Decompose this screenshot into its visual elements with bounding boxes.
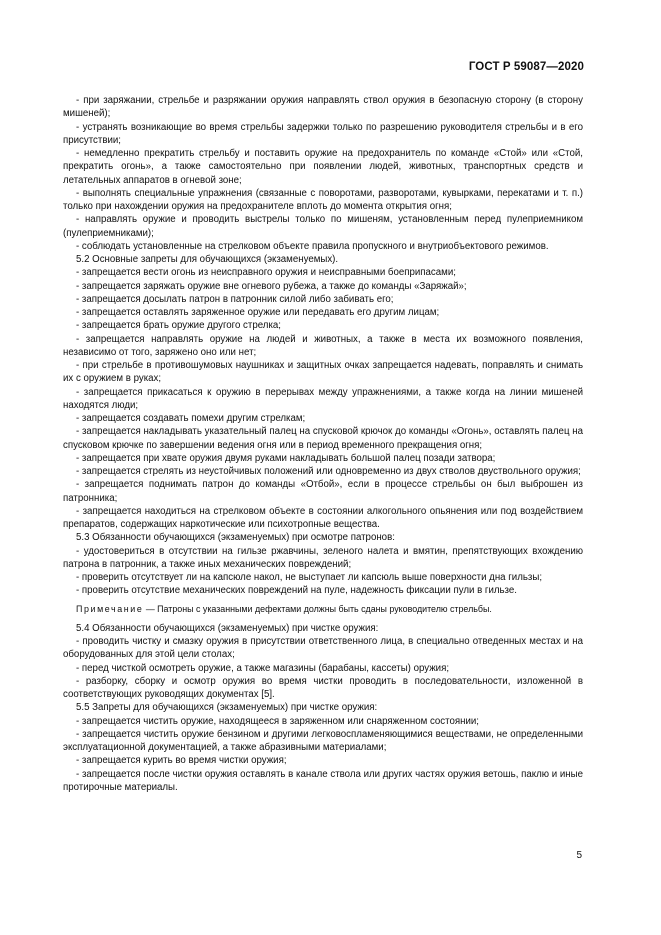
paragraph: - при заряжании, стрельбе и разряжании оружия направлять ствол оружия в безопасную сторону (в сторону мишеней); — [63, 95, 583, 120]
paragraph: - устранять возникающие во время стрельбы задержки только по разрешению руководителя стрельбы и в его присутствии; — [63, 121, 583, 146]
body-text — [63, 94, 583, 794]
paragraph: - направлять оружие и проводить выстрелы только по мишеням, установленным перед пулеприемником (пулеприемниками); — [63, 214, 583, 239]
paragraph: 5.5 Запреты для обучающихся (экзаменуемых) при чистке оружия: — [76, 702, 378, 714]
paragraph: 5.3 Обязанности обучающихся (экзаменуемых) при осмотре патронов: — [76, 532, 395, 544]
paragraph-group-2 — [63, 622, 583, 794]
paragraph: - запрещается стрелять из неустойчивых положений или одновременно из двух стволов двуствольного оружия; — [76, 466, 581, 477]
paragraph: - запрещается создавать помехи другим стрелкам; — [76, 413, 306, 424]
paragraph-group-1 — [63, 94, 583, 598]
paragraph: - запрещается оставлять заряженное оружие или передавать его другим лицам; — [76, 307, 440, 318]
paragraph: - запрещается заряжать оружие вне огневого рубежа, а также до команды «Заряжай»; — [76, 280, 467, 292]
page-number: 5 — [576, 850, 582, 861]
standard-designation: ГОСТ Р 59087—2020 — [468, 61, 584, 73]
paragraph: - запрещается чистить оружие бензином и другими легковоспламеняющимися веществами, не определенными эксплуатационной документацией, а также абразивными материалами; — [63, 728, 583, 753]
note-label: Примечание — [76, 603, 144, 614]
paragraph: - запрещается курить во время чистки оружия; — [76, 755, 287, 767]
paragraph: - запрещается поднимать патрон до команды «Отбой», если в процессе стрельбы он был выброшен из патронника; — [63, 479, 583, 504]
paragraph: - выполнять специальные упражнения (связанные с поворотами, разворотами, кувырками, перекатами и т. п.) только при нахождении оружия на предохранителе вплоть до момента открытия огня; — [63, 187, 583, 212]
paragraph: - запрещается находиться на стрелковом объекте в состоянии алкогольного опьянения или под воздействием препаратов, содержащих наркотические или психотропные вещества. — [63, 505, 583, 530]
paragraph: - запрещается накладывать указательный палец на спусковой крючок до команды «Огонь», оставлять палец на спусковом крючке по завершении ведения огня или в период временного прекращения огня; — [63, 426, 583, 451]
paragraph: - запрещается направлять оружие на людей и животных, а также в места их возможного появления, независимо от того, заряжено оно или нет; — [63, 333, 583, 358]
paragraph: - удостовериться в отсутствии на гильзе ржавчины, зеленого налета и вмятин, препятствующих вхождению патрона в патронник, а также иных механических повреждений; — [63, 545, 583, 570]
note-text: — Патроны с указанными дефектами должны быть сданы руководителю стрельбы. — [143, 603, 492, 614]
paragraph: - перед чисткой осмотреть оружие, а также магазины (барабаны, кассеты) оружия; — [76, 662, 450, 674]
paragraph: - проверить отсутствие механических повреждений на пуле, надежность фиксации пули в гильзе. — [76, 585, 517, 597]
paragraph: - разборку, сборку и осмотр оружия во время чистки проводить в последовательности, изложенной в соответствующих руководящих документах [5]. — [63, 675, 583, 700]
paragraph: - соблюдать установленные на стрелковом объекте правила пропускного и внутриобъектового режимов. — [76, 240, 549, 252]
paragraph: - запрещается прикасаться к оружию в перерывах между упражнениями, а также когда на линии мишеней находятся люди; — [63, 386, 583, 411]
paragraph: - запрещается брать оружие другого стрелка; — [76, 320, 281, 332]
paragraph: 5.2 Основные запреты для обучающихся (экзаменуемых). — [76, 254, 339, 265]
paragraph: 5.4 Обязанности обучающихся (экзаменуемых) при чистке оружия: — [76, 622, 379, 634]
paragraph: - запрещается после чистки оружия оставлять в канале ствола или других частях оружия ветошь, паклю и иные протирочные материалы. — [63, 768, 583, 793]
paragraph: - запрещается при хвате оружия двумя руками накладывать большой палец позади затвора; — [76, 452, 496, 464]
paragraph: - при стрельбе в противошумовых наушниках и защитных очках запрещается надевать, поправлять и снимать их с оружием в руках; — [63, 360, 583, 385]
paragraph: - запрещается вести огонь из неисправного оружия и неисправными боеприпасами; — [76, 267, 456, 279]
paragraph: - запрещается досылать патрон в патронник силой либо забивать его; — [76, 293, 394, 305]
note — [63, 603, 583, 616]
paragraph: - запрещается чистить оружие, находящееся в заряженном или снаряженном состоянии; — [76, 715, 479, 727]
paragraph: - немедленно прекратить стрельбу и поставить оружие на предохранитель по команде «Стой» или «Стой, прекратить огонь», а также самостоятельно при появлении людей, животных, транспортных средств и летательных аппаратов в огневой зоне; — [63, 148, 583, 186]
paragraph: - проверить отсутствует ли на капсюле накол, не выступает ли капсюль выше поверхности дна гильзы; — [76, 572, 543, 583]
paragraph: - проводить чистку и смазку оружия в присутствии ответственного лица, в специально отведенных местах и на оборудованных для этой цели столах; — [63, 636, 583, 661]
